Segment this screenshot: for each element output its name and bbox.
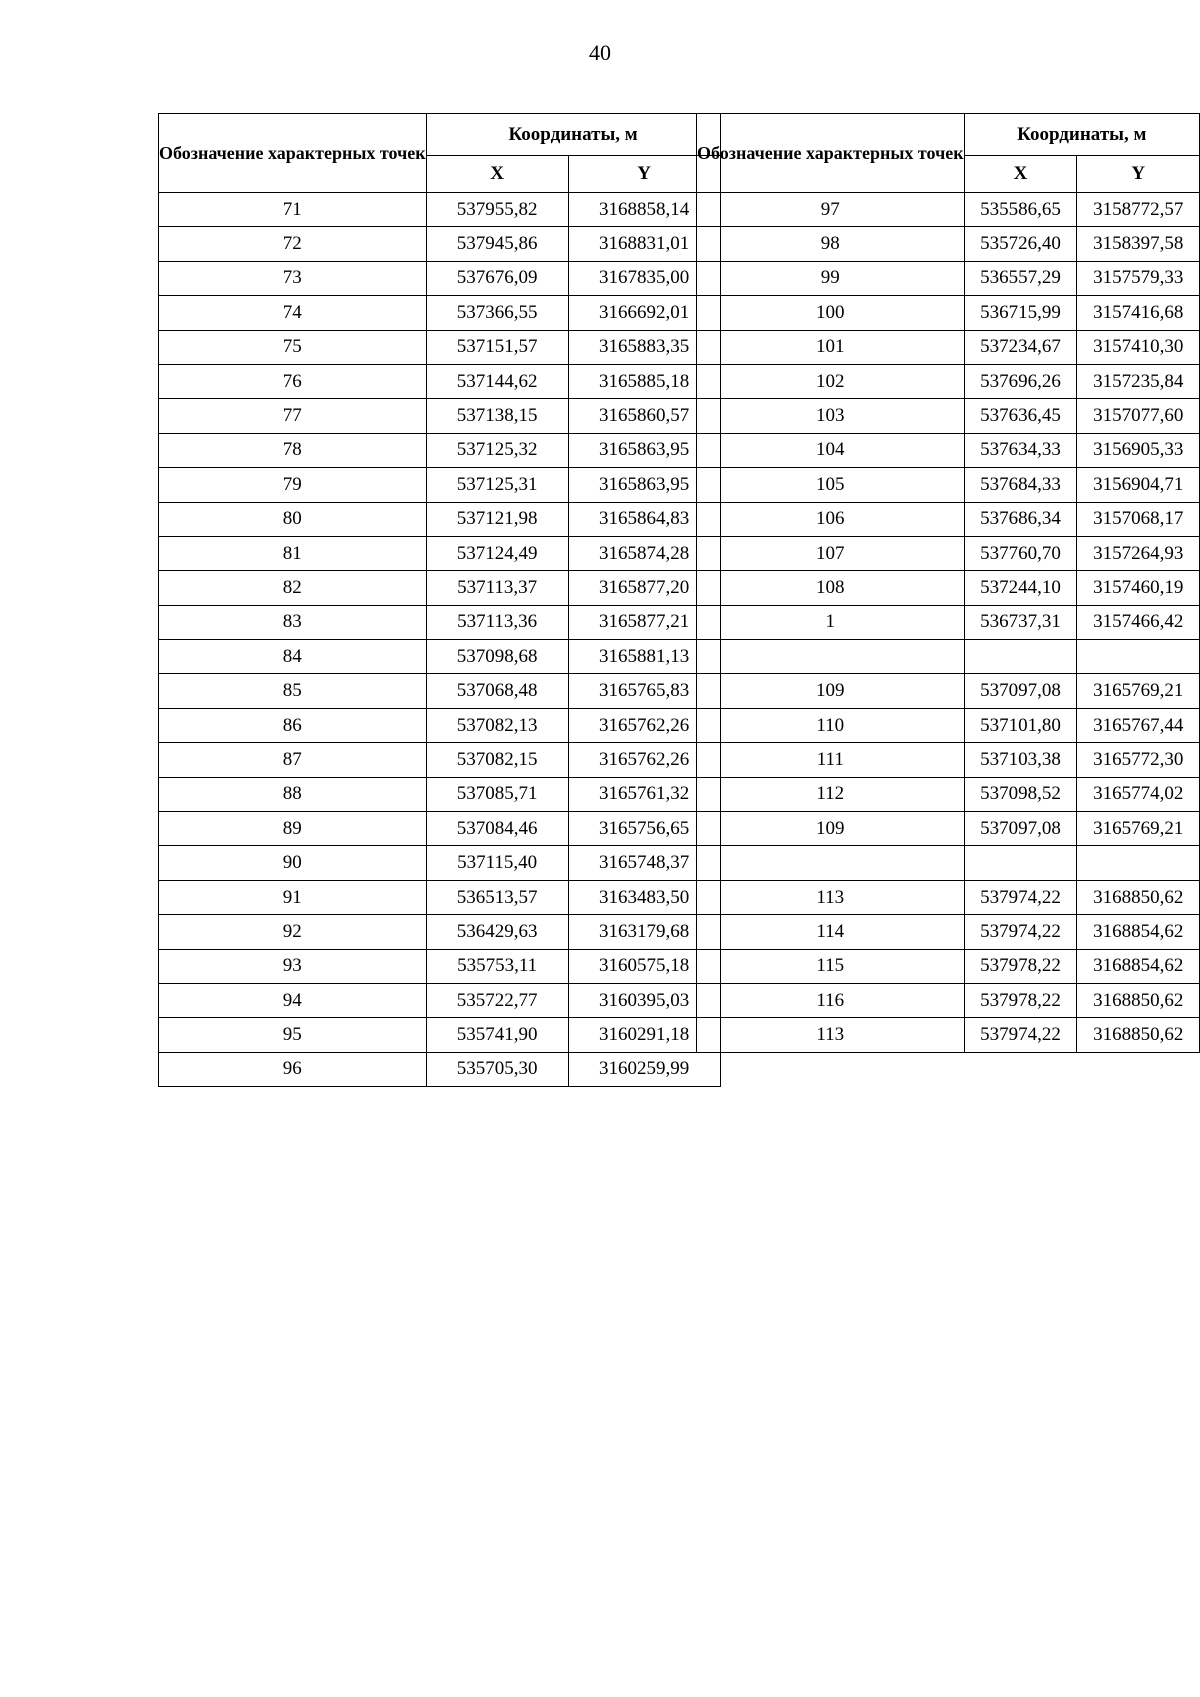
x-coordinate-cell: 537125,32 [426, 433, 568, 467]
y-coordinate-cell: 3165874,28 [568, 536, 720, 570]
table-body [159, 193, 721, 1087]
table-row [697, 983, 1200, 1017]
table-row [159, 674, 721, 708]
table-row [697, 846, 1200, 880]
x-coordinate-cell: 536737,31 [964, 605, 1077, 639]
x-coordinate-cell: 537097,08 [964, 674, 1077, 708]
table-row [697, 296, 1200, 330]
point-number-cell: 96 [159, 1052, 427, 1086]
point-number-cell: 90 [159, 846, 427, 880]
y-coordinate-cell: 3165883,35 [568, 330, 720, 364]
y-coordinate-cell: 3165761,32 [568, 777, 720, 811]
table-row [697, 433, 1200, 467]
y-coordinate-cell: 3165762,26 [568, 708, 720, 742]
y-coordinate-cell: 3166692,01 [568, 296, 720, 330]
point-number-cell: 89 [159, 812, 427, 846]
y-coordinate-cell: 3168854,62 [1077, 949, 1200, 983]
point-number-cell: 113 [697, 880, 965, 914]
x-coordinate-cell: 537634,33 [964, 433, 1077, 467]
y-coordinate-cell: 3168850,62 [1077, 983, 1200, 1017]
x-coordinate-cell: 535726,40 [964, 227, 1077, 261]
table-row [697, 708, 1200, 742]
x-header: X [964, 156, 1077, 193]
x-coordinate-cell: 537103,38 [964, 743, 1077, 777]
table-row [697, 674, 1200, 708]
x-coordinate-cell: 535741,90 [426, 1018, 568, 1052]
coordinates-header: Координаты, м [964, 114, 1199, 156]
table-row [159, 777, 721, 811]
point-number-cell: 99 [697, 261, 965, 295]
point-number-cell: 110 [697, 708, 965, 742]
x-coordinate-cell: 537684,33 [964, 468, 1077, 502]
point-number-cell: 115 [697, 949, 965, 983]
x-coordinate-cell: 537974,22 [964, 915, 1077, 949]
x-coordinate-cell: 537097,08 [964, 812, 1077, 846]
table-row [159, 846, 721, 880]
y-coordinate-cell: 3160259,99 [568, 1052, 720, 1086]
y-coordinate-cell: 3157460,19 [1077, 571, 1200, 605]
y-coordinate-cell: 3163483,50 [568, 880, 720, 914]
x-coordinate-cell: 535722,77 [426, 983, 568, 1017]
y-coordinate-cell: 3157235,84 [1077, 364, 1200, 398]
y-coordinate-cell: 3165774,02 [1077, 777, 1200, 811]
x-coordinate-cell: 537082,15 [426, 743, 568, 777]
x-header: X [426, 156, 568, 193]
point-number-cell: 75 [159, 330, 427, 364]
x-coordinate-cell: 537121,98 [426, 502, 568, 536]
point-number-cell: 113 [697, 1018, 965, 1052]
point-number-cell: 81 [159, 536, 427, 570]
point-label-header: Обозначение характерных точек [697, 114, 965, 193]
y-coordinate-cell: 3165885,18 [568, 364, 720, 398]
y-coordinate-cell: 3157579,33 [1077, 261, 1200, 295]
y-coordinate-cell: 3158397,58 [1077, 227, 1200, 261]
point-number-cell: 114 [697, 915, 965, 949]
point-number-cell: 106 [697, 502, 965, 536]
table-row [159, 571, 721, 605]
table-row [159, 261, 721, 295]
table-row [697, 571, 1200, 605]
table-row [697, 227, 1200, 261]
point-number-cell: 87 [159, 743, 427, 777]
x-coordinate-cell: 536513,57 [426, 880, 568, 914]
y-coordinate-cell: 3165863,95 [568, 433, 720, 467]
x-coordinate-cell: 537098,52 [964, 777, 1077, 811]
point-number-cell: 83 [159, 605, 427, 639]
y-coordinate-cell: 3168858,14 [568, 193, 720, 227]
table-row [697, 364, 1200, 398]
y-coordinate-cell: 3158772,57 [1077, 193, 1200, 227]
point-number-cell: 103 [697, 399, 965, 433]
y-coordinate-cell: 3168850,62 [1077, 1018, 1200, 1052]
point-number-cell: 1 [697, 605, 965, 639]
point-number-cell: 71 [159, 193, 427, 227]
y-coordinate-cell: 3165769,21 [1077, 812, 1200, 846]
table-row [159, 433, 721, 467]
x-coordinate-cell: 537955,82 [426, 193, 568, 227]
table-row [159, 812, 721, 846]
table-row [159, 915, 721, 949]
table-row [159, 1018, 721, 1052]
table-body [697, 193, 1200, 1053]
x-coordinate-cell: 537974,22 [964, 880, 1077, 914]
coordinates-table-right [696, 113, 1200, 1053]
point-number-cell: 78 [159, 433, 427, 467]
point-number-cell: 98 [697, 227, 965, 261]
x-coordinate-cell: 537068,48 [426, 674, 568, 708]
table-row [159, 983, 721, 1017]
y-coordinate-cell [1077, 846, 1200, 880]
table-row [697, 536, 1200, 570]
point-number-cell: 108 [697, 571, 965, 605]
y-coordinate-cell: 3165769,21 [1077, 674, 1200, 708]
table-row [697, 468, 1200, 502]
x-coordinate-cell: 537234,67 [964, 330, 1077, 364]
x-coordinate-cell: 537113,36 [426, 605, 568, 639]
y-coordinate-cell: 3165767,44 [1077, 708, 1200, 742]
point-number-cell: 102 [697, 364, 965, 398]
point-number-cell: 72 [159, 227, 427, 261]
point-number-cell: 88 [159, 777, 427, 811]
y-coordinate-cell: 3157077,60 [1077, 399, 1200, 433]
table-row [159, 330, 721, 364]
y-coordinate-cell: 3165765,83 [568, 674, 720, 708]
y-coordinate-cell: 3165762,26 [568, 743, 720, 777]
table-row [697, 777, 1200, 811]
x-coordinate-cell: 537101,80 [964, 708, 1077, 742]
point-number-cell: 101 [697, 330, 965, 364]
table-row [159, 502, 721, 536]
table-row [159, 949, 721, 983]
table-row [697, 915, 1200, 949]
y-coordinate-cell: 3165860,57 [568, 399, 720, 433]
table-row [159, 640, 721, 674]
y-coordinate-cell: 3160575,18 [568, 949, 720, 983]
y-coordinate-cell: 3157264,93 [1077, 536, 1200, 570]
table-row [159, 399, 721, 433]
y-coordinate-cell: 3157410,30 [1077, 330, 1200, 364]
table-row [159, 364, 721, 398]
point-number-cell: 77 [159, 399, 427, 433]
x-coordinate-cell: 537760,70 [964, 536, 1077, 570]
table-row [697, 640, 1200, 674]
point-label-header: Обозначение характерных точек [159, 114, 427, 193]
table-row [159, 536, 721, 570]
point-number-cell: 85 [159, 674, 427, 708]
y-header: Y [1077, 156, 1200, 193]
point-number-cell: 100 [697, 296, 965, 330]
x-coordinate-cell: 537082,13 [426, 708, 568, 742]
point-number-cell [697, 640, 965, 674]
table-row [159, 296, 721, 330]
point-number-cell: 95 [159, 1018, 427, 1052]
point-number-cell: 112 [697, 777, 965, 811]
table-row [159, 743, 721, 777]
y-coordinate-cell: 3165877,21 [568, 605, 720, 639]
x-coordinate-cell: 537125,31 [426, 468, 568, 502]
x-coordinate-cell: 537676,09 [426, 261, 568, 295]
y-coordinate-cell: 3167835,00 [568, 261, 720, 295]
point-number-cell: 84 [159, 640, 427, 674]
x-coordinate-cell: 537113,37 [426, 571, 568, 605]
x-coordinate-cell: 537366,55 [426, 296, 568, 330]
table-row [697, 605, 1200, 639]
table-row [697, 330, 1200, 364]
y-coordinate-cell: 3160291,18 [568, 1018, 720, 1052]
table-row [159, 193, 721, 227]
x-coordinate-cell [964, 640, 1077, 674]
y-coordinate-cell: 3160395,03 [568, 983, 720, 1017]
x-coordinate-cell: 537084,46 [426, 812, 568, 846]
x-coordinate-cell: 537085,71 [426, 777, 568, 811]
x-coordinate-cell: 535705,30 [426, 1052, 568, 1086]
y-coordinate-cell: 3165863,95 [568, 468, 720, 502]
x-coordinate-cell: 537244,10 [964, 571, 1077, 605]
y-coordinate-cell: 3165881,13 [568, 640, 720, 674]
point-number-cell: 82 [159, 571, 427, 605]
x-coordinate-cell: 537945,86 [426, 227, 568, 261]
table-row [697, 261, 1200, 295]
x-coordinate-cell: 535753,11 [426, 949, 568, 983]
table-row [159, 468, 721, 502]
table-row [159, 1052, 721, 1086]
x-coordinate-cell: 537124,49 [426, 536, 568, 570]
x-coordinate-cell: 535586,65 [964, 193, 1077, 227]
x-coordinate-cell [964, 846, 1077, 880]
point-number-cell: 76 [159, 364, 427, 398]
point-number-cell: 104 [697, 433, 965, 467]
table-row [697, 880, 1200, 914]
y-coordinate-cell: 3156904,71 [1077, 468, 1200, 502]
x-coordinate-cell: 537151,57 [426, 330, 568, 364]
table-row [697, 193, 1200, 227]
point-number-cell: 92 [159, 915, 427, 949]
y-coordinate-cell: 3168854,62 [1077, 915, 1200, 949]
x-coordinate-cell: 537636,45 [964, 399, 1077, 433]
x-coordinate-cell: 537098,68 [426, 640, 568, 674]
y-coordinate-cell: 3165772,30 [1077, 743, 1200, 777]
table-row [697, 743, 1200, 777]
x-coordinate-cell: 537144,62 [426, 364, 568, 398]
table-row [697, 1018, 1200, 1052]
y-coordinate-cell: 3165877,20 [568, 571, 720, 605]
y-coordinate-cell: 3163179,68 [568, 915, 720, 949]
point-number-cell: 109 [697, 674, 965, 708]
point-number-cell: 94 [159, 983, 427, 1017]
x-coordinate-cell: 537115,40 [426, 846, 568, 880]
y-coordinate-cell: 3157416,68 [1077, 296, 1200, 330]
table-row [697, 399, 1200, 433]
x-coordinate-cell: 537974,22 [964, 1018, 1077, 1052]
table-row [697, 949, 1200, 983]
coordinates-table-left [158, 113, 721, 1087]
x-coordinate-cell: 537686,34 [964, 502, 1077, 536]
y-coordinate-cell: 3165756,65 [568, 812, 720, 846]
x-coordinate-cell: 537978,22 [964, 949, 1077, 983]
y-coordinate-cell [1077, 640, 1200, 674]
y-coordinate-cell: 3156905,33 [1077, 433, 1200, 467]
point-number-cell: 91 [159, 880, 427, 914]
y-coordinate-cell: 3157466,42 [1077, 605, 1200, 639]
point-number-cell [697, 846, 965, 880]
table-row [159, 605, 721, 639]
y-coordinate-cell: 3165748,37 [568, 846, 720, 880]
y-coordinate-cell: 3157068,17 [1077, 502, 1200, 536]
x-coordinate-cell: 536429,63 [426, 915, 568, 949]
x-coordinate-cell: 537696,26 [964, 364, 1077, 398]
point-number-cell: 116 [697, 983, 965, 1017]
point-number-cell: 105 [697, 468, 965, 502]
y-coordinate-cell: 3168831,01 [568, 227, 720, 261]
point-number-cell: 97 [697, 193, 965, 227]
table-row [159, 880, 721, 914]
table-row [159, 708, 721, 742]
point-number-cell: 86 [159, 708, 427, 742]
point-number-cell: 74 [159, 296, 427, 330]
point-number-cell: 79 [159, 468, 427, 502]
point-number-cell: 80 [159, 502, 427, 536]
point-number-cell: 109 [697, 812, 965, 846]
x-coordinate-cell: 537978,22 [964, 983, 1077, 1017]
point-number-cell: 93 [159, 949, 427, 983]
y-coordinate-cell: 3165864,83 [568, 502, 720, 536]
point-number-cell: 107 [697, 536, 965, 570]
y-header: Y [568, 156, 720, 193]
table-row [159, 227, 721, 261]
y-coordinate-cell: 3168850,62 [1077, 880, 1200, 914]
x-coordinate-cell: 537138,15 [426, 399, 568, 433]
point-number-cell: 73 [159, 261, 427, 295]
x-coordinate-cell: 536557,29 [964, 261, 1077, 295]
page-number: 40 [589, 40, 611, 65]
x-coordinate-cell: 536715,99 [964, 296, 1077, 330]
table-row [697, 812, 1200, 846]
coordinates-header: Координаты, м [426, 114, 720, 156]
point-number-cell: 111 [697, 743, 965, 777]
table-row [697, 502, 1200, 536]
